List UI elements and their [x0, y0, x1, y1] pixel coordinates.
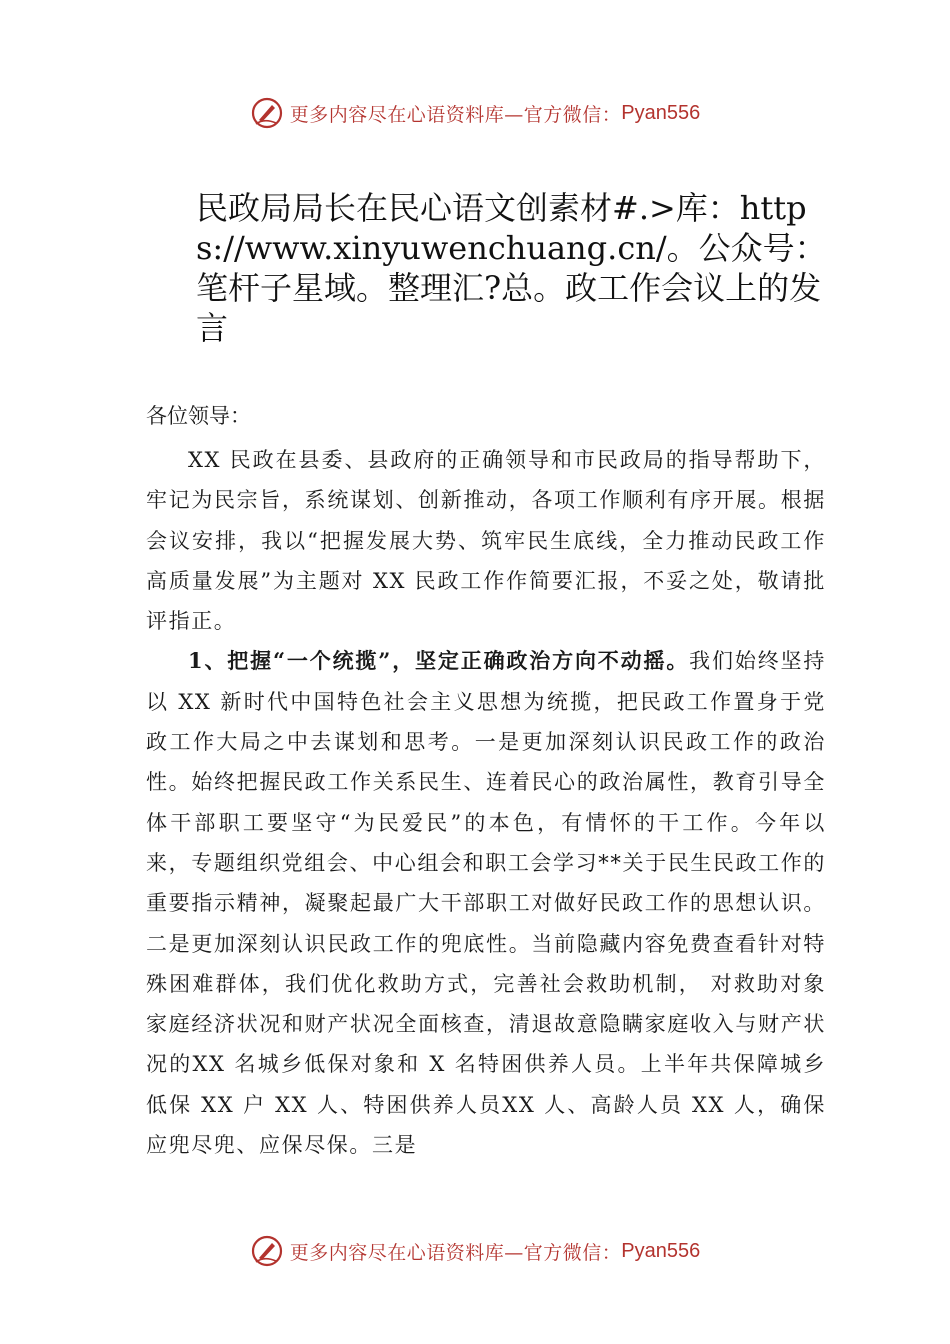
header-banner	[0, 96, 950, 130]
document-body	[146, 440, 826, 1165]
banner-wechat-id: Pyan556	[621, 101, 701, 124]
greeting: 各位领导：	[146, 404, 251, 428]
banner-text: 更多内容尽在心语资料库—官方微信：	[289, 1241, 622, 1264]
banner-wechat-id: Pyan556	[621, 1239, 701, 1262]
brand-logo-icon	[250, 96, 284, 130]
brand-logo-icon	[250, 1234, 284, 1268]
paragraph-intro: XX 民政在县委、县政府的正确领导和市民政局的指导帮助下，牢记为民宗旨，系统谋划、创新推动，各项工作顺利有序开展。根据会议安排，我以“把握发展大势、筑牢民生底线，全力推动民政工作高质量发展”为主题对 XX 民政工作作简要汇报，不妥之处，敬请批评指正。	[146, 448, 826, 634]
banner-text: 更多内容尽在心语资料库—官方微信：	[289, 103, 622, 126]
document-title: 民政局局长在民心语文创素材#.>库：https://www.xinyuwenchuang.cn/。公众号：笔杆子星域。整理汇?总。政工作会议上的发言	[196, 189, 827, 347]
footer-banner	[0, 1234, 950, 1268]
paragraph-section-1	[146, 641, 826, 1165]
section-1-body: 我们始终坚持以 XX 新时代中国特色社会主义思想为统揽，把民政工作置身于党政工作大局之中去谋划和思考。一是更加深刻认识民政工作的政治性。始终把握民政工作关系民生、连着民心的政治属性，教育引导全体干部职工要坚守“为民爱民”的本色，有情怀的干工作。今年以来，专题组织党组会、中心组会和职工会学习**关于民生民政工作的重要指示精神，凝聚起最广大干部职工对做好民政工作的思想认识。二是更加深刻认识民政工作的兜底性。当前隐藏内容免费查看针对特殊困难群体，我们优化救助方式，完善社会救助机制， 对救助对象家庭经济状况和财产状况全面核查，清退故意隐瞒家庭收入与财产状况的XX 名城乡低保对象和 X 名特困供养人员。上半年共保障城乡低保 XX 户 XX 人、特困供养人员XX 人、高龄人员 XX 人，确保应兜尽兜、应保尽保。三是	[146, 649, 826, 1158]
section-1-heading: 1、把握“一个统揽”，坚定正确政治方向不动摇。	[188, 648, 690, 674]
